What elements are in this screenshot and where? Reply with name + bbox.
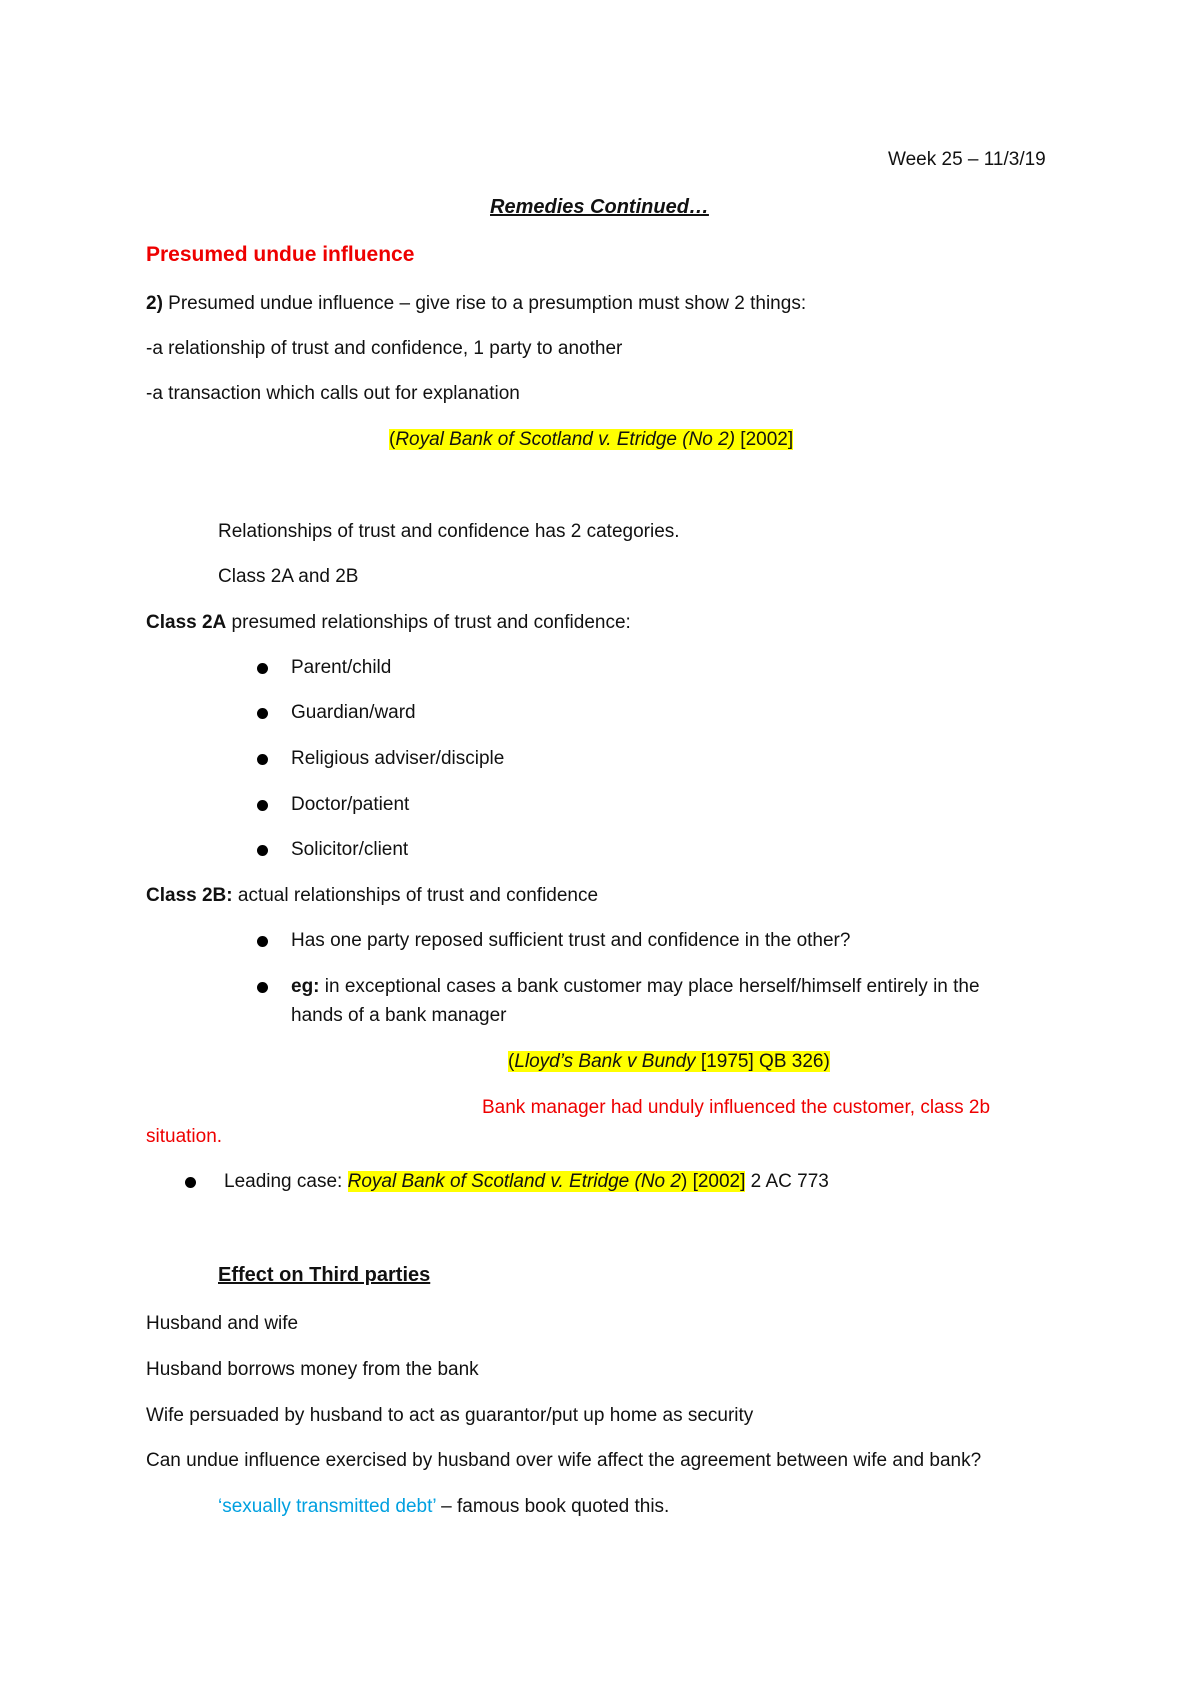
bullet-icon xyxy=(257,708,268,719)
note-line-2: situation. xyxy=(146,1126,223,1147)
list-item: Religious adviser/disciple xyxy=(291,748,505,769)
quote-rest: – famous book quoted this. xyxy=(435,1496,670,1517)
case-name: Lloyd’s Bank v Bundy xyxy=(514,1051,696,1072)
leading-label: Leading case: xyxy=(224,1171,348,1192)
list-item: Doctor/patient xyxy=(291,794,410,815)
bullet-icon xyxy=(257,663,268,674)
bullet-icon xyxy=(185,1177,196,1188)
section-heading-presumed-undue-influence: Presumed undue influence xyxy=(146,243,415,266)
class-2b-example xyxy=(291,975,980,999)
class-2b-label: Class 2B: xyxy=(146,885,233,906)
example-text: in exceptional cases a bank customer may place herself/himself entirely in the xyxy=(319,976,980,997)
class-2a-line xyxy=(146,611,631,635)
case-year: [2002] xyxy=(735,429,794,450)
leading-case xyxy=(224,1170,829,1194)
requirement-2: -a transaction which calls out for explanation xyxy=(146,383,520,404)
quote-phrase: ‘sexually transmitted debt’ xyxy=(218,1496,436,1517)
case-year: [1975] QB 326) xyxy=(695,1051,830,1072)
intro-paragraph xyxy=(146,292,806,316)
leading-case-ref: 2 AC 773 xyxy=(745,1171,829,1192)
case-open-paren: ( xyxy=(389,429,396,450)
list-item: Parent/child xyxy=(291,657,392,678)
bullet-icon xyxy=(257,982,268,993)
class-2b-question: Has one party reposed sufficient trust and confidence in the other? xyxy=(291,930,851,951)
paragraph-line: Wife persuaded by husband to act as guarantor/put up home as security xyxy=(146,1405,754,1426)
case-citation-bundy xyxy=(508,1050,830,1074)
list-item: Solicitor/client xyxy=(291,839,409,860)
class-2a-label: Class 2A xyxy=(146,612,227,633)
class-2b-line xyxy=(146,884,598,908)
class-2b-example-cont: hands of a bank manager xyxy=(291,1005,507,1026)
class-2b-text: actual relationships of trust and confidence xyxy=(232,885,599,906)
bullet-icon xyxy=(257,754,268,765)
paragraph-line: Can undue influence exercised by husband over wife affect the agreement between wife and bank? xyxy=(146,1450,982,1471)
intro-text: Presumed undue influence – give rise to a presumption must show 2 things: xyxy=(162,293,807,314)
note-line-1: Bank manager had unduly influenced the customer, class 2b xyxy=(482,1097,991,1118)
bullet-icon xyxy=(257,845,268,856)
leading-case-year: ) [2002] xyxy=(680,1171,746,1192)
bullet-icon xyxy=(257,936,268,947)
date-header: Week 25 – 11/3/19 xyxy=(888,149,1046,170)
categories-line: Relationships of trust and confidence has 2 categories. xyxy=(218,521,680,542)
case-citation-etridge xyxy=(389,428,793,452)
class-2a-text: presumed relationships of trust and confidence: xyxy=(226,612,631,633)
quote-line xyxy=(218,1495,669,1519)
case-name: Royal Bank of Scotland v. Etridge (No 2) xyxy=(395,429,736,450)
leading-case-name: Royal Bank of Scotland v. Etridge (No 2 xyxy=(347,1171,681,1192)
example-label: eg: xyxy=(291,976,320,997)
paragraph-line: Husband and wife xyxy=(146,1313,299,1334)
classes-line: Class 2A and 2B xyxy=(218,566,359,587)
list-item: Guardian/ward xyxy=(291,702,416,723)
section-heading-third-parties: Effect on Third parties xyxy=(218,1264,431,1286)
paragraph-line: Husband borrows money from the bank xyxy=(146,1359,479,1380)
requirement-1: -a relationship of trust and confidence, 1 party to another xyxy=(146,338,623,359)
case-open-paren: ( xyxy=(508,1051,515,1072)
intro-number: 2) xyxy=(146,293,163,314)
bullet-icon xyxy=(257,800,268,811)
page-title: Remedies Continued… xyxy=(490,196,709,218)
